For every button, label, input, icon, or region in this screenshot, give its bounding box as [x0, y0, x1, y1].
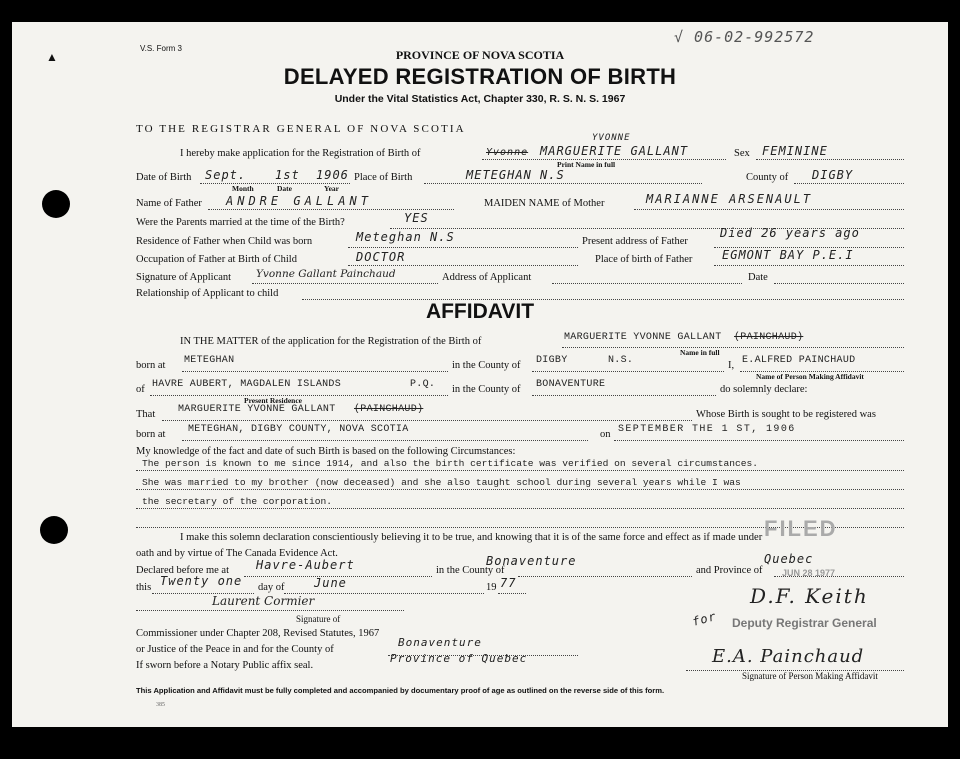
dob-date: 1st	[275, 168, 300, 182]
affidavit-heading: AFFIDAVIT	[425, 300, 535, 323]
deponent-signature: E.A. Painchaud	[712, 646, 865, 667]
child-name: MARGUERITE GALLANT	[540, 144, 689, 158]
county-of-line	[532, 371, 724, 372]
relationship-label: Relationship of Applicant to child	[136, 288, 279, 299]
residence-label: Residence of Father when Child was born	[136, 236, 313, 247]
born-at-line	[182, 371, 448, 372]
occupation-value: DOCTOR	[356, 250, 406, 264]
dob-month: Sept.	[205, 168, 247, 182]
year-line	[498, 593, 526, 594]
month-value: June	[314, 576, 347, 590]
residence-value: Meteghan N.S	[356, 230, 455, 244]
commissioner-line: Commissioner under Chapter 208, Revised Statutes, 1967	[136, 628, 380, 639]
father-label: Name of Father	[136, 198, 202, 209]
province-value: Quebec	[764, 552, 814, 566]
deponent-prefix: I,	[728, 360, 735, 371]
struck-name: Yvonne	[486, 147, 529, 158]
registrar-stamp: Deputy Registrar General	[732, 616, 877, 630]
province-label: and Province of	[696, 565, 763, 576]
on-line	[614, 440, 904, 441]
present-address-value: Died 26 years ago	[720, 226, 860, 240]
county-label: County of	[746, 172, 789, 183]
present-residence-caption: Present Residence	[244, 396, 302, 405]
form-title: DELAYED REGISTRATION OF BIRTH	[283, 64, 677, 89]
commissioner-signature: Laurent Cormier	[212, 594, 315, 608]
that-line	[162, 420, 692, 421]
county-value: DIGBY	[536, 355, 568, 366]
dob-year: 1906	[316, 168, 349, 182]
inserted-name: YVONNE	[592, 133, 631, 143]
circumstance-line	[136, 489, 904, 490]
applicant-signature: Yvonne Gallant Painchaud	[256, 268, 396, 280]
applicant-address-label: Address of Applicant	[442, 272, 532, 283]
sex-line	[756, 159, 904, 160]
year-value: 77	[500, 576, 517, 590]
county-suffix: N.S.	[608, 355, 634, 366]
signature-caption: Signature of	[296, 614, 341, 624]
circumstance-2: She was married to my brother (now deceased) and she also taught school during several years while I was	[142, 477, 741, 488]
declaration-line1: I make this solemn declaration conscientiously believing it to be true, and knowing that it is of the same force and effect as if made under	[180, 532, 763, 543]
registrar-prefix: for	[690, 609, 719, 629]
father-pob-label: Place of birth of Father	[595, 254, 693, 265]
apply-label: I hereby make application for the Registration of Birth of	[180, 148, 421, 159]
born-at2-value: METEGHAN, DIGBY COUNTY, NOVA SCOTIA	[188, 424, 409, 435]
page-code: 385	[156, 702, 165, 708]
born-at-label: born at	[136, 360, 166, 371]
declared-place: Havre-Aubert	[256, 558, 355, 572]
serial-number: √ 06-02-992572	[674, 28, 815, 46]
matter-struck: (PAINCHAUD)	[734, 332, 804, 343]
month-caption: Month	[232, 184, 254, 193]
sex-value: FEMININE	[762, 144, 828, 158]
sought-label: Whose Birth is sought to be registered was	[696, 409, 876, 420]
punch-hole	[42, 190, 70, 218]
married-label: Were the Parents married at the time of the Birth?	[136, 217, 345, 228]
this-label: this	[136, 582, 152, 593]
sex-label: Sex	[734, 148, 750, 159]
deponent-sig-caption: Signature of Person Making Affidavit	[742, 671, 878, 681]
circumstance-1: The person is known to me since 1914, and also the birth certificate was verified on several circumstances.	[142, 458, 759, 469]
county3-line	[518, 576, 692, 577]
county2-label: in the County of	[452, 384, 521, 395]
father-pob-line	[714, 265, 904, 266]
circumstance-line	[136, 470, 904, 471]
father-pob-value: EGMONT BAY P.E.I	[722, 248, 854, 262]
signature-label: Signature of Applicant	[136, 272, 232, 283]
birth-registration-form	[12, 22, 948, 727]
declare-label: do solemnly declare:	[720, 384, 808, 395]
stamp-date: JUN 28 1977	[782, 568, 836, 578]
filed-stamp: FILED	[764, 516, 838, 541]
registrar-signature: D.F. Keith	[750, 584, 869, 608]
residence-province: P.Q.	[410, 379, 436, 390]
county3-label: in the County of	[436, 565, 505, 576]
knowledge-label: My knowledge of the fact and date of such Birth is based on the following Circumstances:	[136, 446, 516, 457]
mother-label: MAIDEN NAME of Mother	[484, 198, 605, 209]
notary-line: If sworn before a Notary Public affix seal.	[136, 660, 314, 671]
occupation-line	[348, 265, 578, 266]
pob-line	[424, 183, 702, 184]
pob-value: METEGHAN N.S	[466, 168, 565, 182]
date-field-label: Date	[748, 272, 768, 283]
on-label: on	[600, 429, 611, 440]
signature-line	[252, 283, 438, 284]
of-label: of	[136, 384, 145, 395]
matter-value: MARGUERITE YVONNE GALLANT	[564, 332, 722, 343]
day-label: day of	[258, 582, 285, 593]
province-heading: PROVINCE OF NOVA SCOTIA	[395, 48, 565, 62]
county-line	[794, 183, 904, 184]
declared-label: Declared before me at	[136, 565, 229, 576]
year-caption: Year	[324, 184, 339, 193]
residence-value: HAVRE AUBERT, MAGDALEN ISLANDS	[152, 379, 342, 390]
matter-line	[562, 347, 904, 348]
mother-line	[634, 209, 904, 210]
form-number: V.S. Form 3	[140, 44, 182, 53]
born-at2-line	[182, 440, 588, 441]
date-caption: Date	[277, 184, 292, 193]
pob-label: Place of Birth	[354, 172, 413, 183]
matter-label: IN THE MATTER of the application for the Registration of the Birth of	[180, 336, 482, 347]
present-address-label: Present address of Father	[582, 236, 688, 247]
mother-value: MARIANNE ARSENAULT	[646, 192, 813, 206]
that-struck: (PAINCHAUD)	[354, 404, 424, 415]
binder-mark-icon: ▲	[46, 50, 58, 64]
born-at2-label: born at	[136, 429, 166, 440]
circumstance-3: the secretary of the corporation.	[142, 496, 332, 507]
form-footer: This Application and Affidavit must be fully completed and accompanied by documentary proof of age as outlined on the reverse side of this form.	[136, 686, 665, 695]
justice-province: Province of Quebec	[390, 652, 528, 665]
county2-value: BONAVENTURE	[536, 379, 606, 390]
deponent-value: E.ALFRED PAINCHAUD	[742, 355, 856, 366]
county-value: DIGBY	[812, 168, 854, 182]
born-at-value: METEGHAN	[184, 355, 235, 366]
county3-value: Bonaventure	[486, 554, 577, 568]
justice-line: or Justice of the Peace in and for the County of	[136, 644, 334, 655]
county-of-label: in the County of	[452, 360, 521, 371]
year-prefix: 19	[486, 582, 497, 593]
declaration-line2: oath and by virtue of The Canada Evidence Act.	[136, 548, 338, 559]
father-value: ANDRE GALLANT	[226, 194, 372, 208]
county2-line	[532, 395, 716, 396]
print-name-caption: Print Name in full	[557, 160, 616, 169]
deponent-caption: Name of Person Making Affidavit	[756, 372, 864, 381]
name-in-full-caption: Name in full	[680, 348, 720, 357]
commissioner-sig-line	[136, 610, 404, 611]
married-value: YES	[404, 211, 429, 225]
form-subtitle: Under the Vital Statistics Act, Chapter 330, R. S. N. S. 1967	[334, 93, 626, 105]
occupation-label: Occupation of Father at Birth of Child	[136, 254, 297, 265]
day-value: Twenty one	[160, 574, 243, 588]
father-line	[208, 209, 454, 210]
justice-county: Bonaventure	[398, 636, 482, 649]
punch-hole	[40, 516, 68, 544]
dob-label: Date of Birth	[136, 172, 192, 183]
on-value: SEPTEMBER THE 1 ST, 1906	[618, 424, 796, 435]
addressee: TO THE REGISTRAR GENERAL OF NOVA SCOTIA	[136, 123, 466, 135]
that-value: MARGUERITE YVONNE GALLANT	[178, 404, 336, 415]
date-field-line	[774, 283, 904, 284]
that-label: That	[136, 409, 156, 420]
circumstance-line	[136, 508, 904, 509]
applicant-address-line	[552, 283, 742, 284]
residence-line	[348, 247, 578, 248]
